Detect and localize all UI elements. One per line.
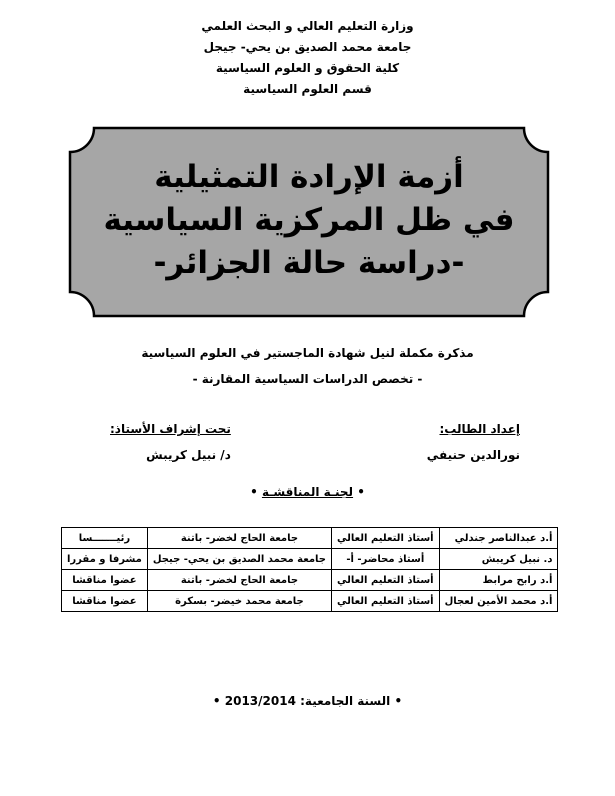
title-line-3: -دراسة حالة الجزائر- [153,245,465,281]
table-row [62,549,558,570]
department-line: قسم العلوم السياسية [243,82,372,96]
thesis-title [68,156,550,285]
supervisor-block [110,416,231,468]
jury-university: جامعة الحاج لخضر- باتنة [147,528,331,549]
table-row [62,570,558,591]
student-block [427,416,520,468]
memo-description [0,340,615,392]
jury-rank: أستاذ محاضر- أ- [332,549,440,570]
title-box [68,126,550,318]
memo-line-2: - تخصص الدراسات السياسية المقارنة - [192,372,423,386]
jury-table [61,527,558,612]
jury-name: أ.د محمد الأمين لعجال [439,591,558,612]
academic-year-label: السنة الجامعية: 2013/2014 [224,694,391,708]
title-line-1: أزمة الإرادة التمثيلية [154,159,464,195]
table-row [62,528,558,549]
student-label: إعداد الطالب: [439,422,520,436]
bullet-icon: • [394,694,403,708]
jury-role: رئيـــــــسا [62,528,148,549]
bullet-icon: • [250,485,258,499]
committee-title: لجنـة المناقشـة [261,485,354,499]
institution-header [0,16,615,100]
memo-line-1: مذكرة مكملة لنيل شهادة الماجستير في العلوم السياسية [141,346,474,360]
jury-rank: أستاذ التعليم العالي [332,528,440,549]
supervisor-label: تحت إشراف الأستاذ: [110,422,231,436]
jury-university: جامعة محمد الصديق بن يحي- جيجل [147,549,331,570]
bullet-icon: • [212,694,221,708]
jury-rank: أستاذ التعليم العالي [332,570,440,591]
title-line-2: في ظل المركزية السياسية [103,202,515,238]
jury-university: جامعة محمد خيضر- بسكرة [147,591,331,612]
faculty-line: كلية الحقوق و العلوم السياسية [215,61,400,75]
committee-heading [0,485,615,499]
jury-role: عضوا مناقشا [62,570,148,591]
university-line: جامعة محمد الصديق بن يحي- جيجل [203,40,412,54]
academic-year [0,694,615,708]
ministry-line: وزارة التعليم العالي و البحث العلمي [201,19,414,33]
jury-name: أ.د عبدالناصر جندلي [439,528,558,549]
jury-university: جامعة الحاج لخضر- باتنة [147,570,331,591]
jury-role: عضوا مناقشا [62,591,148,612]
jury-name: أ.د رابح مرابط [439,570,558,591]
supervisor-name: د/ نبيل كريبش [146,448,231,462]
student-name: نورالدين حنيفي [426,448,520,462]
jury-rank: أستاذ التعليم العالي [332,591,440,612]
table-row [62,591,558,612]
jury-role: مشرفا و مقررا [62,549,148,570]
bullet-icon: • [357,485,365,499]
jury-name: د. نبيل كريبش [439,549,558,570]
